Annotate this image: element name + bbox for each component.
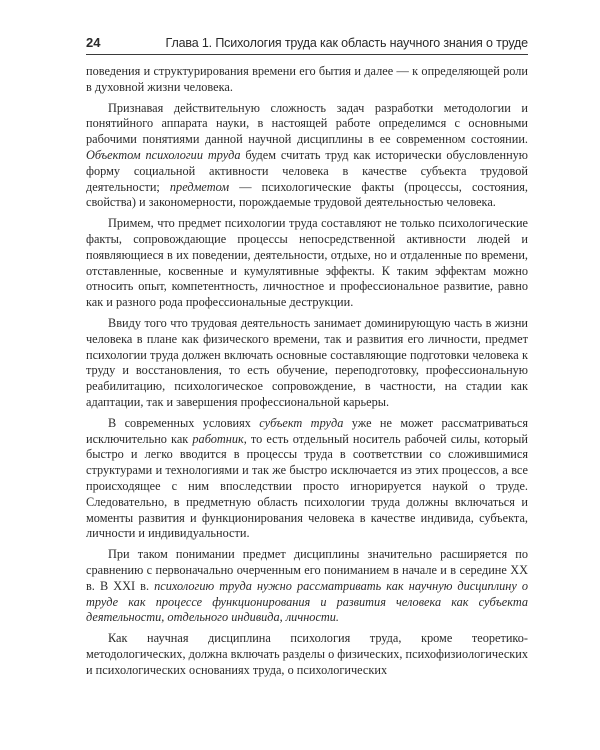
text-segment: В современных условиях (108, 415, 260, 430)
paragraph (86, 416, 528, 542)
italic-term: Объектом психологии труда (86, 147, 241, 162)
paragraph (86, 316, 528, 411)
running-header (86, 34, 528, 55)
italic-term: работник (192, 431, 244, 446)
paragraph (86, 64, 528, 96)
text-segment: Ввиду того что трудовая деятельность занимает доминирующую часть в жизни человека в плане как физического времени, так и развития его личности, предмет психологии труда должен включать основные составляющие подготовки человека к труду и восстановления, то есть обучение, переподготовку, профессиональную реабилитацию, психологическое сопровождение, в частности, на стадии как адаптации, так и завершения профессиональной карьеры. (86, 315, 528, 409)
chapter-title: Глава 1. Психология труда как область научного знания о труде (165, 36, 528, 50)
paragraph (86, 547, 528, 626)
text-segment: Признавая действительную сложность задач разработки методологии и понятийного аппарата науки, в настоящей работе определимся с основными рабочими понятиями данной научной дисциплины в ее современном состоянии. (86, 100, 528, 147)
body-text (86, 64, 528, 678)
paragraph (86, 631, 528, 678)
text-segment: При таком понимании предмет дисциплины значительно расширяется по сравнению с первоначально очерченным его пониманием в начале и в середине XX в. В XXI в. (86, 547, 528, 593)
paragraph (86, 216, 528, 311)
text-segment: Примем, что предмет психологии труда составляют не только психологические факты, сопровождающие процессы непосредственной активности людей и появляющиеся в их поведении, деятельности, отдыхе, но и отдаленные по времени, отставленные, косвенные и кумулятивные эффекты. К таким эффектам можно относить опыт, компетентность, личностное и профессиональное развитие, равно как и разного рода профессиональные деструкции. (86, 216, 528, 310)
italic-term: субъект труда (259, 415, 344, 430)
text-segment: поведения и структурирования времени его бытия и далее — к определяющей роли в духовной жизни человека. (86, 64, 528, 94)
italic-term: психологию труда нужно рассматривать как научную дисциплину о труде как процессе функционирования и развития человека как субъекта деятельности, отдельного индивида, личности. (86, 578, 528, 625)
text-segment: , то есть отдельный носитель рабочей силы, который быстро и легко вводится в процессы труда в соответствии со сложившимися структурами и технологиями и так же быстро исключается из этих процессов, а все происходящее с ним впоследствии просто игнорируется наукой о труде. Следовательно, в предметную область психологии труда должны включаться и моменты развития и функционирования человека в качестве индивида, субъекта, личности и индивидуальности. (86, 431, 528, 541)
paragraph (86, 101, 528, 212)
text-segment: уже не может рассматриваться исключительно как (86, 415, 528, 446)
text-segment: будем считать труд как исторически обусловленную форму социальной активности человека в качестве субъекта трудовой деятельности; (86, 147, 528, 194)
text-segment: — психологические факты (процессы, состояния, свойства) и закономерности, порождаемые трудовой деятельностью человека. (86, 179, 528, 210)
page-number: 24 (86, 35, 101, 50)
text-segment: Как научная дисциплина психология труда, кроме теоретико-методологических, должна включать разделы о физических, психофизиологических и психологических основаниях труда, о психологических (86, 631, 528, 677)
italic-term: предметом (169, 179, 230, 194)
book-page (86, 34, 528, 683)
